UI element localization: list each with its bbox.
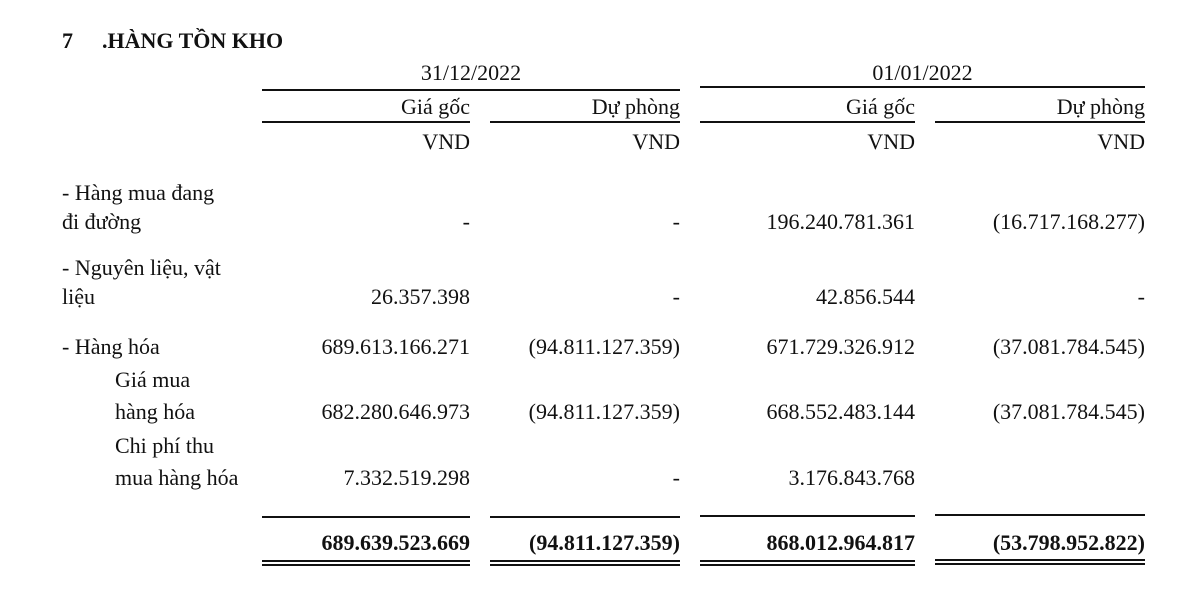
- row-label: mua hàng hóa: [115, 465, 239, 490]
- row-label: - Nguyên liệu, vật: [62, 255, 221, 280]
- double-underline: [935, 559, 1145, 561]
- cell: 26.357.398: [371, 284, 470, 309]
- cell: 42.856.544: [816, 284, 915, 309]
- cell: -: [672, 209, 680, 234]
- column-unit: VND: [867, 129, 915, 154]
- total-cell: 868.012.964.817: [766, 530, 915, 555]
- column-unit: VND: [422, 129, 470, 154]
- double-underline: [262, 560, 470, 562]
- cell: -: [672, 284, 680, 309]
- cell: 689.613.166.271: [321, 334, 470, 359]
- double-underline: [700, 564, 915, 566]
- cell: 3.176.843.768: [788, 465, 915, 490]
- divider: [935, 121, 1145, 123]
- total-cell: (94.811.127.359): [529, 530, 680, 555]
- column-header: Dự phòng: [591, 94, 680, 119]
- divider: [262, 516, 470, 518]
- cell: 671.729.326.912: [766, 334, 915, 359]
- row-label: Giá mua: [115, 367, 191, 392]
- cell: (37.081.784.545): [992, 399, 1145, 424]
- cell: (37.081.784.545): [992, 334, 1145, 359]
- divider: [490, 516, 680, 518]
- cell: 682.280.646.973: [321, 399, 470, 424]
- column-unit: VND: [1097, 129, 1145, 154]
- column-header: Giá gốc: [845, 94, 915, 119]
- divider: [700, 86, 1145, 88]
- cell: (94.811.127.359): [528, 334, 680, 359]
- cell: -: [672, 465, 680, 490]
- double-underline: [490, 564, 680, 566]
- cell: -: [1137, 284, 1145, 309]
- section-title: .HÀNG TỒN KHO: [102, 28, 284, 53]
- row-label: Chi phí thu: [115, 433, 215, 458]
- row-label: - Hàng hóa: [62, 334, 160, 359]
- cell: 196.240.781.361: [766, 209, 915, 234]
- row-label: hàng hóa: [115, 399, 196, 424]
- period-header: 31/12/2022: [420, 60, 522, 85]
- double-underline: [700, 560, 915, 562]
- row-label: - Hàng mua đang: [62, 180, 215, 205]
- divider: [262, 89, 680, 91]
- cell: -: [462, 209, 470, 234]
- divider: [700, 121, 915, 123]
- column-unit: VND: [632, 129, 680, 154]
- period-header: 01/01/2022: [872, 60, 973, 85]
- double-underline: [935, 563, 1145, 565]
- double-underline: [490, 560, 680, 562]
- row-label: đi đường: [62, 209, 142, 234]
- column-header: Dự phòng: [1056, 94, 1145, 119]
- divider: [490, 121, 680, 123]
- cell: 7.332.519.298: [343, 465, 470, 490]
- row-label: liệu: [62, 284, 95, 309]
- double-underline: [262, 564, 470, 566]
- divider: [262, 121, 470, 123]
- divider: [700, 515, 915, 517]
- divider: [935, 514, 1145, 516]
- total-cell: 689.639.523.669: [321, 530, 470, 555]
- cell: (94.811.127.359): [528, 399, 680, 424]
- cell: (16.717.168.277): [992, 209, 1145, 234]
- cell: 668.552.483.144: [766, 399, 915, 424]
- column-header: Giá gốc: [400, 94, 470, 119]
- total-cell: (53.798.952.822): [992, 530, 1145, 555]
- section-number: 7: [62, 28, 73, 53]
